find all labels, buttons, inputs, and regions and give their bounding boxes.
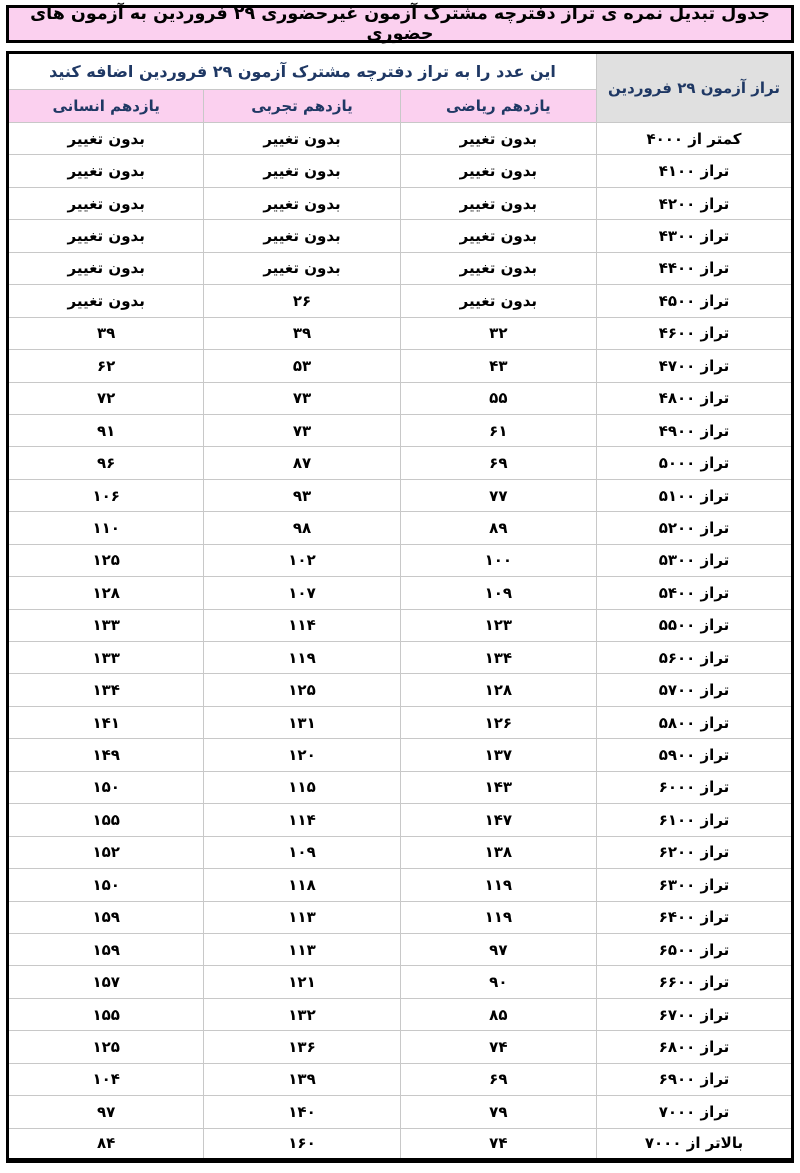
math-value-cell: ۱۳۴: [400, 642, 596, 674]
title-bar: [6, 5, 794, 43]
score-label-cell: تراز ۵۲۰۰: [597, 512, 793, 544]
score-label-cell: تراز ۴۶۰۰: [597, 317, 793, 349]
humanities-value-cell: ۱۳۳: [8, 609, 204, 641]
science-value-cell: بدون تغییر: [204, 220, 400, 252]
humanities-value-cell: ۱۳۴: [8, 674, 204, 706]
table-row: [8, 933, 793, 965]
science-value-cell: ۱۱۴: [204, 804, 400, 836]
humanities-value-cell: ۸۴: [8, 1128, 204, 1160]
humanities-value-cell: ۱۰۴: [8, 1063, 204, 1095]
table-row: [8, 804, 793, 836]
score-label-cell: تراز ۵۷۰۰: [597, 674, 793, 706]
table-row: [8, 577, 793, 609]
math-value-cell: ۱۲۸: [400, 674, 596, 706]
math-value-cell: ۹۰: [400, 966, 596, 998]
table-row: [8, 901, 793, 933]
conversion-table: [6, 51, 794, 1163]
humanities-value-cell: ۱۵۵: [8, 804, 204, 836]
humanities-value-cell: ۱۰۶: [8, 479, 204, 511]
table-row: [8, 123, 793, 155]
math-value-cell: بدون تغییر: [400, 123, 596, 155]
science-value-cell: ۱۱۵: [204, 771, 400, 803]
table-row: [8, 252, 793, 284]
table-row: [8, 1096, 793, 1128]
science-value-cell: ۱۰۷: [204, 577, 400, 609]
score-label-cell: تراز ۶۶۰۰: [597, 966, 793, 998]
score-label-cell: تراز ۴۹۰۰: [597, 414, 793, 446]
science-value-cell: ۱۳۹: [204, 1063, 400, 1095]
math-value-cell: ۸۵: [400, 998, 596, 1030]
score-label-cell: تراز ۶۵۰۰: [597, 933, 793, 965]
science-value-cell: ۳۹: [204, 317, 400, 349]
table-row: [8, 447, 793, 479]
humanities-value-cell: ۱۵۷: [8, 966, 204, 998]
math-value-cell: ۶۱: [400, 414, 596, 446]
math-value-cell: ۷۹: [400, 1096, 596, 1128]
score-label-cell: تراز ۵۵۰۰: [597, 609, 793, 641]
score-label-cell: تراز ۴۱۰۰: [597, 155, 793, 187]
humanities-value-cell: بدون تغییر: [8, 123, 204, 155]
table-row: [8, 544, 793, 576]
science-value-cell: ۷۳: [204, 382, 400, 414]
science-value-cell: ۱۰۹: [204, 836, 400, 868]
math-value-cell: ۸۹: [400, 512, 596, 544]
science-value-cell: ۹۸: [204, 512, 400, 544]
science-value-cell: ۷۳: [204, 414, 400, 446]
math-value-cell: ۱۴۷: [400, 804, 596, 836]
score-label-cell: تراز ۶۹۰۰: [597, 1063, 793, 1095]
math-value-cell: بدون تغییر: [400, 285, 596, 317]
science-value-cell: ۱۴۰: [204, 1096, 400, 1128]
humanities-value-cell: ۱۲۵: [8, 544, 204, 576]
table-row: [8, 187, 793, 219]
score-label-cell: تراز ۴۳۰۰: [597, 220, 793, 252]
humanities-value-cell: ۱۵۹: [8, 901, 204, 933]
science-value-cell: ۱۲۰: [204, 739, 400, 771]
score-label-cell: تراز ۵۴۰۰: [597, 577, 793, 609]
table-row: [8, 220, 793, 252]
science-value-cell: ۵۳: [204, 350, 400, 382]
table-row: [8, 1128, 793, 1160]
score-column-header: تراز آزمون ۲۹ فروردین: [597, 53, 793, 123]
math-value-cell: ۱۱۹: [400, 869, 596, 901]
table-row: [8, 674, 793, 706]
science-value-cell: ۱۲۵: [204, 674, 400, 706]
science-value-cell: ۱۲۱: [204, 966, 400, 998]
science-value-cell: بدون تغییر: [204, 155, 400, 187]
science-value-cell: ۸۷: [204, 447, 400, 479]
science-value-cell: ۹۳: [204, 479, 400, 511]
score-label-cell: تراز ۴۵۰۰: [597, 285, 793, 317]
table-row: [8, 414, 793, 446]
score-label-cell: تراز ۶۱۰۰: [597, 804, 793, 836]
science-value-cell: ۱۰۲: [204, 544, 400, 576]
table-row: [8, 966, 793, 998]
column-header-11th-humanities: یازدهم انسانی: [8, 90, 204, 123]
humanities-value-cell: ۱۱۰: [8, 512, 204, 544]
math-value-cell: ۱۳۷: [400, 739, 596, 771]
math-value-cell: ۳۲: [400, 317, 596, 349]
table-row: [8, 609, 793, 641]
humanities-value-cell: ۱۴۱: [8, 706, 204, 738]
score-label-cell: تراز ۶۷۰۰: [597, 998, 793, 1030]
math-value-cell: ۹۷: [400, 933, 596, 965]
humanities-value-cell: ۶۲: [8, 350, 204, 382]
table-row: [8, 317, 793, 349]
math-value-cell: ۷۴: [400, 1031, 596, 1063]
humanities-value-cell: ۹۱: [8, 414, 204, 446]
score-label-cell: تراز ۷۰۰۰: [597, 1096, 793, 1128]
math-value-cell: ۱۲۶: [400, 706, 596, 738]
math-value-cell: بدون تغییر: [400, 252, 596, 284]
math-value-cell: ۱۱۹: [400, 901, 596, 933]
math-value-cell: ۷۴: [400, 1128, 596, 1160]
science-value-cell: ۱۱۴: [204, 609, 400, 641]
science-value-cell: بدون تغییر: [204, 123, 400, 155]
score-label-cell: تراز ۶۴۰۰: [597, 901, 793, 933]
humanities-value-cell: ۱۲۸: [8, 577, 204, 609]
score-label-cell: تراز ۵۱۰۰: [597, 479, 793, 511]
science-value-cell: ۱۱۳: [204, 933, 400, 965]
score-label-cell: تراز ۵۶۰۰: [597, 642, 793, 674]
humanities-value-cell: ۱۴۹: [8, 739, 204, 771]
score-label-cell: تراز ۶۳۰۰: [597, 869, 793, 901]
science-value-cell: ۱۱۸: [204, 869, 400, 901]
table-body: [8, 123, 793, 1161]
score-label-cell: کمتر از ۴۰۰۰: [597, 123, 793, 155]
table-row: [8, 1063, 793, 1095]
math-value-cell: ۱۳۸: [400, 836, 596, 868]
humanities-value-cell: بدون تغییر: [8, 187, 204, 219]
score-label-cell: تراز ۶۰۰۰: [597, 771, 793, 803]
table-row: [8, 869, 793, 901]
score-label-cell: بالاتر از ۷۰۰۰: [597, 1128, 793, 1160]
humanities-value-cell: ۱۳۳: [8, 642, 204, 674]
table-row: [8, 285, 793, 317]
science-value-cell: ۱۳۶: [204, 1031, 400, 1063]
humanities-value-cell: ۱۵۹: [8, 933, 204, 965]
math-value-cell: ۶۹: [400, 1063, 596, 1095]
score-label-cell: تراز ۴۸۰۰: [597, 382, 793, 414]
math-value-cell: ۴۳: [400, 350, 596, 382]
math-value-cell: ۱۲۳: [400, 609, 596, 641]
math-value-cell: ۵۵: [400, 382, 596, 414]
humanities-value-cell: ۹۶: [8, 447, 204, 479]
math-value-cell: ۷۷: [400, 479, 596, 511]
table-row: [8, 706, 793, 738]
table-row: [8, 479, 793, 511]
table-row: [8, 836, 793, 868]
table-row: [8, 771, 793, 803]
science-value-cell: ۱۳۱: [204, 706, 400, 738]
table-header: [8, 53, 793, 123]
column-header-11th-science: یازدهم تجربی: [204, 90, 400, 123]
table-row: [8, 155, 793, 187]
science-value-cell: بدون تغییر: [204, 252, 400, 284]
science-value-cell: ۱۳۲: [204, 998, 400, 1030]
math-value-cell: بدون تغییر: [400, 187, 596, 219]
table-row: [8, 512, 793, 544]
table-row: [8, 350, 793, 382]
table-row: [8, 1031, 793, 1063]
score-label-cell: تراز ۵۸۰۰: [597, 706, 793, 738]
science-value-cell: ۱۱۹: [204, 642, 400, 674]
score-label-cell: تراز ۶۲۰۰: [597, 836, 793, 868]
humanities-value-cell: بدون تغییر: [8, 155, 204, 187]
science-value-cell: ۱۱۳: [204, 901, 400, 933]
score-label-cell: تراز ۶۸۰۰: [597, 1031, 793, 1063]
humanities-value-cell: بدون تغییر: [8, 252, 204, 284]
score-label-cell: تراز ۴۴۰۰: [597, 252, 793, 284]
math-value-cell: ۱۴۳: [400, 771, 596, 803]
humanities-value-cell: ۱۵۲: [8, 836, 204, 868]
table-row: [8, 739, 793, 771]
science-value-cell: ۲۶: [204, 285, 400, 317]
math-value-cell: بدون تغییر: [400, 220, 596, 252]
table-row: [8, 642, 793, 674]
score-label-cell: تراز ۴۷۰۰: [597, 350, 793, 382]
humanities-value-cell: ۳۹: [8, 317, 204, 349]
add-number-instruction-header: این عدد را به تراز دفترچه مشترک آزمون ۲۹ فروردین اضافه کنید: [8, 53, 597, 90]
math-value-cell: ۶۹: [400, 447, 596, 479]
score-label-cell: تراز ۵۹۰۰: [597, 739, 793, 771]
score-label-cell: تراز ۴۲۰۰: [597, 187, 793, 219]
page-title: جدول تبدیل نمره ی تراز دفترچه مشترک آزمون غیرحضوری ۲۹ فروردین به آزمون های حضوری: [30, 4, 770, 44]
table-row: [8, 382, 793, 414]
humanities-value-cell: ۱۵۰: [8, 771, 204, 803]
science-value-cell: ۱۶۰: [204, 1128, 400, 1160]
math-value-cell: بدون تغییر: [400, 155, 596, 187]
score-label-cell: تراز ۵۳۰۰: [597, 544, 793, 576]
science-value-cell: بدون تغییر: [204, 187, 400, 219]
column-header-11th-math: یازدهم ریاضی: [400, 90, 596, 123]
humanities-value-cell: ۱۵۵: [8, 998, 204, 1030]
humanities-value-cell: ۷۲: [8, 382, 204, 414]
math-value-cell: ۱۰۰: [400, 544, 596, 576]
humanities-value-cell: ۱۲۵: [8, 1031, 204, 1063]
math-value-cell: ۱۰۹: [400, 577, 596, 609]
table-row: [8, 998, 793, 1030]
humanities-value-cell: ۱۵۰: [8, 869, 204, 901]
humanities-value-cell: ۹۷: [8, 1096, 204, 1128]
score-label-cell: تراز ۵۰۰۰: [597, 447, 793, 479]
humanities-value-cell: بدون تغییر: [8, 220, 204, 252]
humanities-value-cell: بدون تغییر: [8, 285, 204, 317]
